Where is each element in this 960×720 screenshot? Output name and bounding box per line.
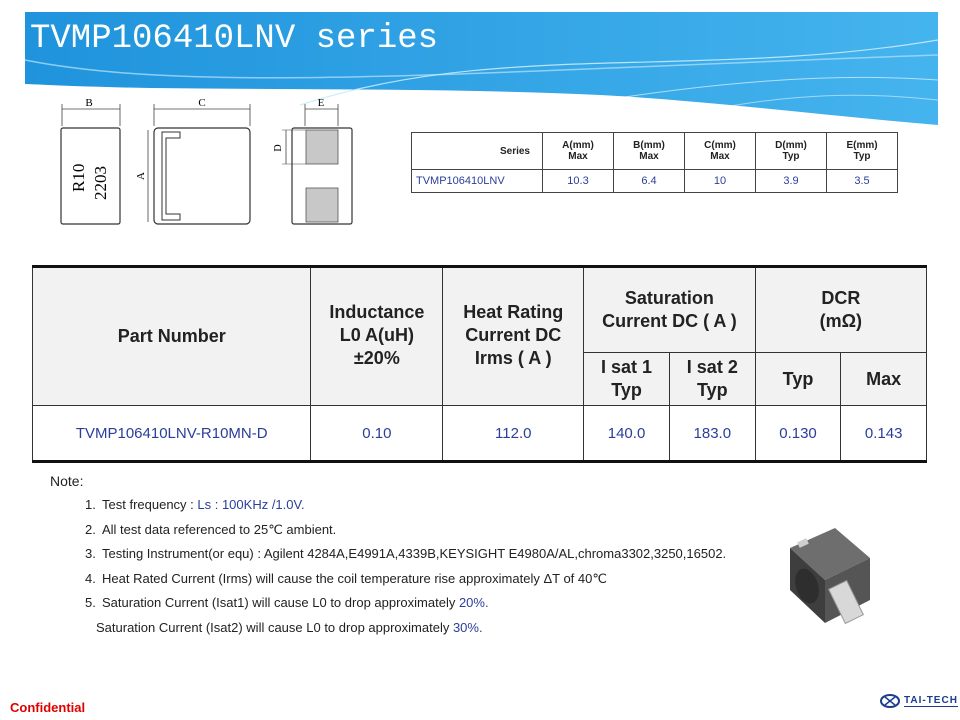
dim-cell-series: TVMP106410LNV bbox=[412, 170, 543, 193]
electrical-table bbox=[32, 265, 927, 463]
marking-line2: 2203 bbox=[91, 166, 110, 200]
page-title: TVMP106410LNV series bbox=[30, 20, 439, 58]
label-e: E bbox=[317, 97, 325, 109]
table-row bbox=[33, 406, 927, 462]
dimension-drawing bbox=[50, 92, 370, 232]
product-photo bbox=[780, 518, 880, 628]
cell-inductance: 0.10 bbox=[311, 406, 443, 462]
header-isat2: I sat 2 Typ bbox=[669, 353, 755, 406]
note-2: 2. All test data referenced to 25℃ ambient. bbox=[85, 521, 337, 537]
note-6: Saturation Current (Isat2) will cause L0 to drop approximately 30%. bbox=[96, 619, 483, 635]
dimension-table bbox=[411, 132, 898, 193]
header-dcr: DCR (mΩ) bbox=[755, 267, 926, 353]
label-c: C bbox=[198, 97, 206, 109]
note-3: 3. Testing Instrument(or equ) : Agilent 4284A,E4991A,4339B,KEYSIGHT E4980A/AL,chroma3302,3250,16502. bbox=[85, 546, 727, 562]
company-logo bbox=[880, 694, 958, 708]
dim-cell-c: 10 bbox=[685, 170, 756, 193]
dim-header-e: E(mm) Typ bbox=[827, 133, 898, 170]
label-a: A bbox=[135, 172, 147, 180]
cell-irms: 112.0 bbox=[443, 406, 584, 462]
logo-text: TAI-TECH bbox=[904, 695, 958, 706]
dim-header-series: Series bbox=[412, 133, 543, 170]
dim-cell-b: 6.4 bbox=[614, 170, 685, 193]
cell-part-number: TVMP106410LNV-R10MN-D bbox=[33, 406, 311, 462]
cell-isat2: 183.0 bbox=[669, 406, 755, 462]
header-part-number: Part Number bbox=[33, 267, 311, 406]
logo-icon bbox=[880, 694, 900, 708]
dim-header-d: D(mm) Typ bbox=[756, 133, 827, 170]
dim-header-c: C(mm) Max bbox=[685, 133, 756, 170]
dim-cell-a: 10.3 bbox=[543, 170, 614, 193]
header-dcr-max: Max bbox=[841, 353, 927, 406]
header-saturation: Saturation Current DC ( A ) bbox=[584, 267, 756, 353]
header-isat1: I sat 1 Typ bbox=[584, 353, 670, 406]
marking-line1: R10 bbox=[69, 163, 88, 192]
header-heat-rating: Heat Rating Current DC Irms ( A ) bbox=[443, 267, 584, 406]
cell-dcr-typ: 0.130 bbox=[755, 406, 841, 462]
label-d: D bbox=[273, 144, 284, 152]
note-5: 5. Saturation Current (Isat1) will cause L0 to drop approximately 20%. bbox=[85, 595, 489, 611]
dim-cell-d: 3.9 bbox=[756, 170, 827, 193]
dim-cell-e: 3.5 bbox=[827, 170, 898, 193]
label-b: B bbox=[85, 97, 93, 109]
cell-dcr-max: 0.143 bbox=[841, 406, 927, 462]
note-1: 1. Test frequency : Ls : 100KHz /1.0V. bbox=[85, 497, 305, 512]
notes-section bbox=[50, 473, 726, 644]
notes-title: Note: bbox=[50, 473, 84, 489]
cell-isat1: 140.0 bbox=[584, 406, 670, 462]
confidential-label: Confidential bbox=[10, 700, 86, 715]
header-dcr-typ: Typ bbox=[755, 353, 841, 406]
dim-header-b: B(mm) Max bbox=[614, 133, 685, 170]
header-inductance: Inductance L0 A(uH) ±20% bbox=[311, 267, 443, 406]
dim-header-a: A(mm) Max bbox=[543, 133, 614, 170]
note-4: 4. Heat Rated Current (Irms) will cause the coil temperature rise approximately ΔT of 40℃ bbox=[85, 570, 607, 586]
